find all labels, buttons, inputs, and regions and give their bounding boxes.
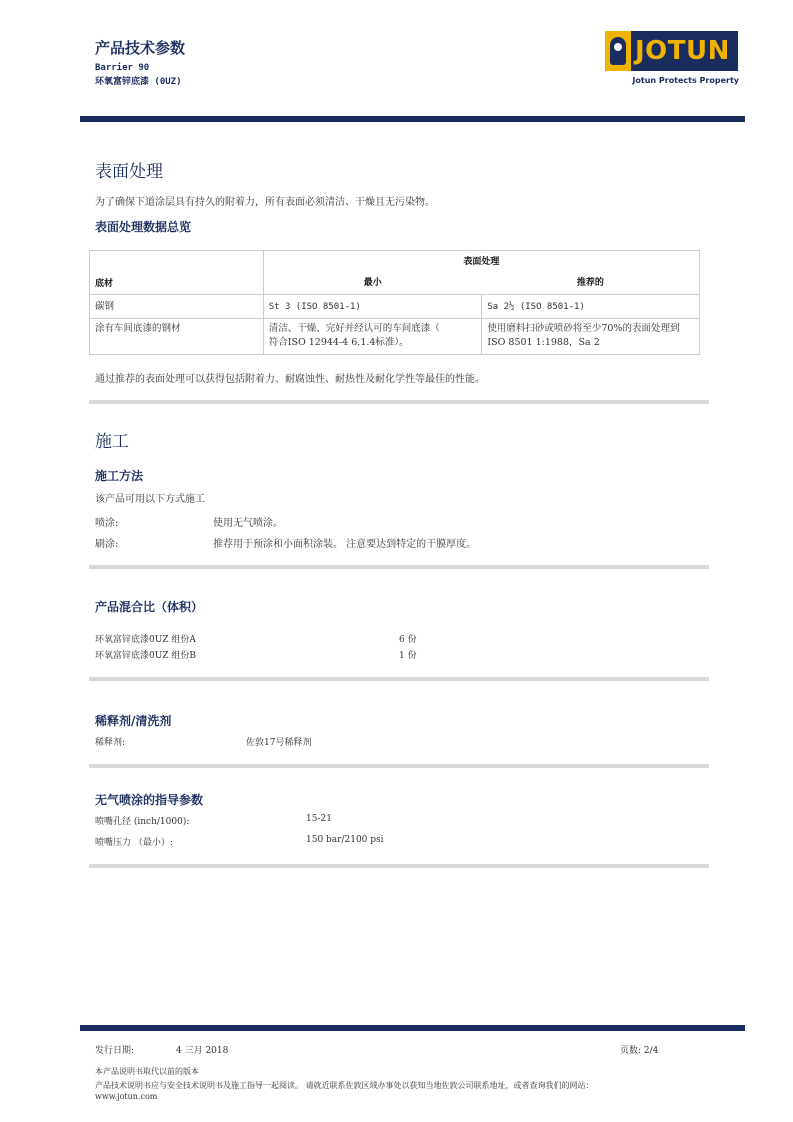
- jotun-logo: [605, 31, 738, 71]
- product-name: Barrier 90: [95, 63, 150, 73]
- method-value: 推荐用于预涂和小面积涂装。 注意要达到特定的干膜厚度。: [213, 539, 477, 550]
- thinner-title: 稀释剂/清洗剂: [95, 714, 172, 728]
- cell-recommended: [482, 319, 700, 355]
- cell-line: 清洁、干燥、完好并经认可的车间底漆（: [268, 323, 440, 334]
- issue-date: 4 三月 2018: [176, 1046, 229, 1056]
- mixing-title: 产品混合比（体积）: [95, 600, 204, 614]
- header-substrate: 底材: [90, 251, 264, 295]
- method-label: 刷涂:: [95, 539, 119, 550]
- thinner-value: 佐敦17号稀释剂: [246, 738, 312, 748]
- airless-title: 无气喷涂的指导参数: [95, 793, 204, 807]
- footer-website-link[interactable]: www.jotun.com: [95, 1092, 158, 1101]
- surface-prep-table: [89, 250, 700, 355]
- header-recommended: 推荐的: [482, 273, 700, 295]
- table-row: [90, 295, 700, 319]
- product-subtitle: 环氧富锌底漆 (0UZ): [95, 77, 182, 87]
- application-methods-title: 施工方法: [95, 469, 144, 483]
- table-header-row: [90, 251, 700, 273]
- section-title-application: 施工: [95, 432, 129, 452]
- section-divider: [89, 400, 709, 404]
- section-divider: [89, 864, 709, 868]
- section-divider: [89, 677, 709, 681]
- document-title: 产品技术参数: [95, 39, 186, 57]
- airless-value: 150 bar/2100 psi: [306, 835, 384, 845]
- footer-supersedes: 本产品说明书取代以前的版本: [95, 1067, 199, 1076]
- header-minimum: 最小: [263, 273, 482, 295]
- cell-minimum: [263, 319, 482, 355]
- method-label: 喷涂:: [95, 518, 119, 529]
- airless-label: 喷嘴压力 （最小）:: [95, 838, 173, 848]
- header-surface-prep: 表面处理: [263, 251, 699, 273]
- cell-minimum: St 3 (ISO 8501-1): [263, 295, 482, 319]
- table-row: [90, 319, 700, 355]
- mixing-label: 环氧富锌底漆0UZ 组份A: [95, 635, 196, 645]
- surface-prep-summary-title: 表面处理数据总览: [95, 220, 192, 234]
- cell-line: 符合ISO 12944-4 6.1.4标准）。: [268, 337, 409, 348]
- cell-substrate: 碳钢: [90, 295, 264, 319]
- thinner-label: 稀释剂:: [95, 738, 126, 748]
- airless-label: 喷嘴孔径 (inch/1000):: [95, 817, 190, 827]
- footer-divider: [80, 1025, 745, 1031]
- cell-recommended: Sa 2½ (ISO 8501-1): [482, 295, 700, 319]
- mixing-value: 6 份: [399, 635, 417, 645]
- cell-line: ISO 8501 1:1988，Sa 2: [487, 337, 600, 348]
- cell-substrate: 涂有车间底漆的钢材: [90, 319, 264, 355]
- footer-disclaimer: 产品技术说明书应与安全技术说明书及施工指导一起阅读。 请就近联系佐敦区域办事处以获知当地佐敦公司联系地址，或者查询我们的网站：: [95, 1081, 594, 1090]
- section-title-surface-prep: 表面处理: [95, 162, 163, 182]
- cell-line: 使用磨料扫砂或喷砂将至少70%的表面处理到: [487, 323, 680, 334]
- header-divider: [80, 116, 745, 122]
- logo-tagline: Jotun Protects Property: [632, 76, 739, 85]
- mixing-label: 环氧富锌底漆0UZ 组份B: [95, 651, 197, 661]
- surface-prep-note: 通过推荐的表面处理可以获得包括附着力、耐腐蚀性、耐热性及耐化学性等最佳的性能。: [95, 374, 485, 385]
- issue-date-label: 发行日期:: [95, 1046, 135, 1056]
- section-divider: [89, 565, 709, 569]
- logo-emblem-icon: [605, 31, 631, 71]
- mixing-value: 1 份: [399, 651, 417, 661]
- surface-prep-intro: 为了确保下道涂层具有持久的附着力，所有表面必须清洁、干燥且无污染物。: [95, 197, 435, 208]
- method-value: 使用无气喷涂。: [213, 518, 283, 529]
- application-methods-intro: 该产品可用以下方式施工: [95, 494, 205, 505]
- section-divider: [89, 764, 709, 768]
- logo-wordmark: JOTUN: [635, 36, 730, 66]
- page-number: 页数: 2/4: [620, 1046, 659, 1056]
- airless-value: 15-21: [306, 814, 332, 824]
